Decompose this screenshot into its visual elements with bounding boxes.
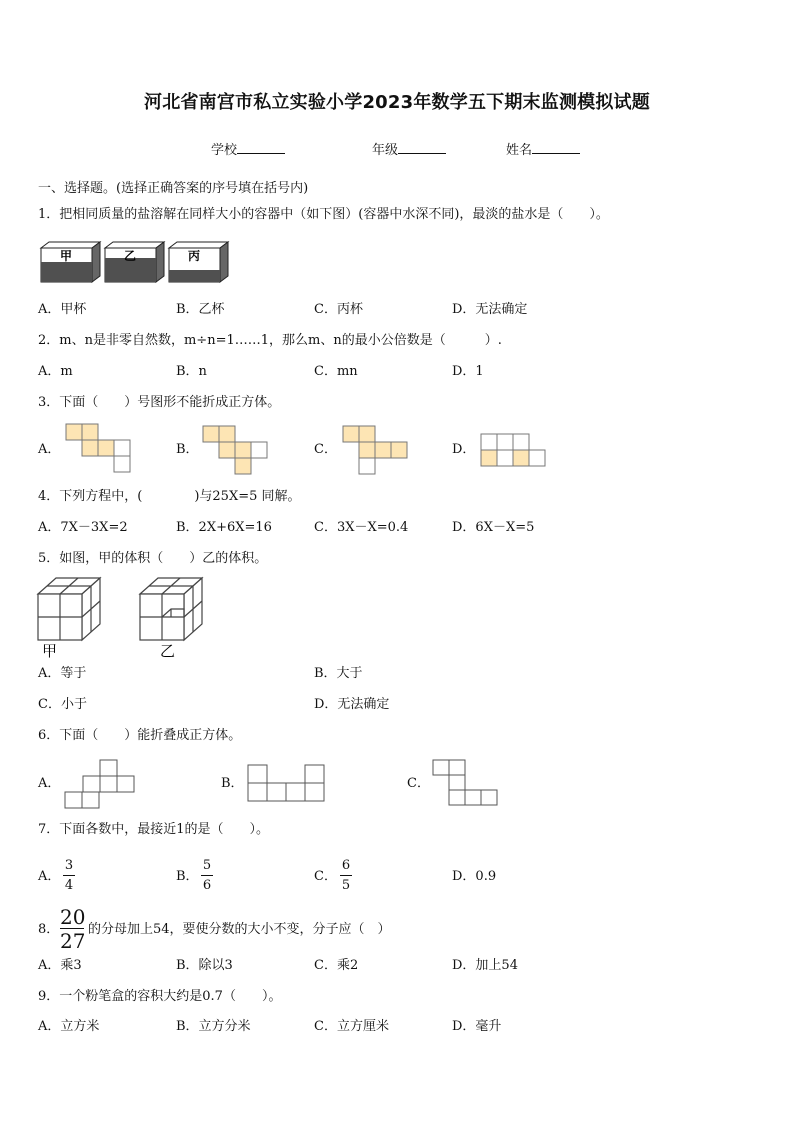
q6-net-a: [65, 760, 135, 808]
q7-option-a[interactable]: A．: [38, 869, 61, 884]
q1-cups-figure: [38, 240, 238, 288]
q8-option-a[interactable]: A．乘3: [38, 958, 82, 973]
q3-net-c: [343, 426, 407, 474]
q4-option-a[interactable]: A．7X－3X=2: [38, 520, 128, 535]
q1-option-d[interactable]: D．无法确定: [452, 302, 528, 317]
q9-option-c[interactable]: C．立方厘米: [314, 1019, 389, 1034]
name-blank[interactable]: [532, 141, 580, 154]
q7-option-b[interactable]: B．: [176, 869, 199, 884]
q6-option-a[interactable]: A．: [38, 776, 61, 791]
page-title: 河北省南宫市私立实验小学2023年数学五下期末监测模拟试题: [144, 92, 650, 113]
q7-stem: 7．下面各数中，最接近1的是（ ）。: [38, 822, 270, 837]
q2-stem: 2．m、n是非零自然数，m÷n=1……1，那么m、n的最小公倍数是（ ）.: [38, 333, 502, 348]
grade-label: 年级: [372, 143, 399, 158]
q8-option-d[interactable]: D．加上54: [452, 958, 518, 973]
q7-fraction-b: [201, 859, 213, 893]
q1-option-c[interactable]: C．丙杯: [314, 302, 363, 317]
q5-option-c[interactable]: C．小于: [38, 697, 87, 712]
fig-label-jia: 甲: [42, 642, 58, 660]
school-blank[interactable]: [237, 141, 285, 154]
cup-label-jia: 甲: [60, 249, 73, 263]
q3-option-b[interactable]: B．: [176, 442, 199, 457]
q7-fraction-a: [63, 859, 75, 893]
section-heading: 一、选择题。(选择正确答案的序号填在括号内): [38, 181, 309, 196]
q5-stem: 5．如图，甲的体积（ ）乙的体积。: [38, 551, 268, 566]
q7-fraction-b-numerator: 5: [202, 858, 212, 873]
fraction-bar: [340, 875, 352, 876]
q8-fraction-numerator: 20: [60, 905, 86, 929]
school-field: [211, 141, 285, 159]
q6-net-c: [433, 760, 497, 806]
q3-net-d: [481, 434, 545, 466]
q2-option-a[interactable]: A．m: [38, 364, 73, 379]
school-label: 学校: [211, 143, 238, 158]
q7-fraction-c: [340, 859, 352, 893]
cup-label-bing: 丙: [188, 249, 201, 263]
q4-option-c[interactable]: C．3X－X=0.4: [314, 520, 409, 535]
q6-option-b[interactable]: B．: [221, 776, 244, 791]
q8-prefix: 8．: [38, 922, 60, 937]
q3-option-d[interactable]: D．: [452, 442, 476, 457]
q3-stem: 3．下面（ ）号图形不能折成正方体。: [38, 395, 281, 410]
q1-option-a[interactable]: A．甲杯: [38, 302, 87, 317]
q7-fraction-a-denominator: 4: [64, 878, 74, 893]
q8-option-c[interactable]: C．乘2: [314, 958, 359, 973]
cup-label-yi: 乙: [124, 249, 137, 263]
fig-label-yi: 乙: [160, 642, 176, 660]
q7-fraction-c-numerator: 6: [341, 858, 351, 873]
q7-fraction-b-denominator: 6: [202, 878, 212, 893]
q2-option-d[interactable]: D．1: [452, 364, 484, 379]
q3-option-a[interactable]: A．: [38, 442, 61, 457]
q5-figure-yi: [140, 576, 206, 660]
q7-fraction-c-denominator: 5: [341, 878, 351, 893]
q7-fraction-a-numerator: 3: [64, 858, 74, 873]
q8-fraction-denominator: 27: [60, 929, 86, 953]
q5-figure-jia: [38, 576, 104, 660]
q3-net-b: [203, 426, 267, 474]
q7-option-c[interactable]: C．: [314, 869, 337, 884]
q9-stem: 9．一个粉笔盒的容积大约是0.7（ ）。: [38, 989, 282, 1004]
q3-option-c[interactable]: C．: [314, 442, 337, 457]
q4-stem: 4．下列方程中，( )与25X=5 同解。: [38, 489, 301, 504]
q2-option-b[interactable]: B．n: [176, 364, 207, 379]
q9-option-a[interactable]: A．立方米: [38, 1019, 100, 1034]
q4-option-b[interactable]: B．2X+6X=16: [176, 520, 272, 535]
name-field: [506, 141, 580, 159]
q6-stem: 6．下面（ ）能折叠成正方体。: [38, 728, 242, 743]
fraction-bar: [63, 875, 75, 876]
q5-option-a[interactable]: A．等于: [38, 666, 87, 681]
grade-field: [372, 141, 446, 159]
q1-stem: 1．把相同质量的盐溶解在同样大小的容器中（如下图）(容器中水深不同)，最淡的盐水是（ ）。: [38, 207, 609, 222]
q5-option-b[interactable]: B．大于: [314, 666, 363, 681]
q4-option-d[interactable]: D．6X－X=5: [452, 520, 535, 535]
q6-option-c[interactable]: C．: [407, 776, 430, 791]
q8-stem: 的分母加上54，要使分数的大小不变，分子应（ ）: [88, 922, 391, 937]
q6-net-b: [248, 765, 324, 801]
q2-option-c[interactable]: C．mn: [314, 364, 358, 379]
fraction-bar: [201, 875, 213, 876]
q1-option-b[interactable]: B．乙杯: [176, 302, 225, 317]
q7-option-d[interactable]: D．0.9: [452, 869, 497, 884]
q8-fraction: [60, 907, 84, 951]
grade-blank[interactable]: [398, 141, 446, 154]
q8-option-b[interactable]: B．除以3: [176, 958, 233, 973]
q5-option-d[interactable]: D．无法确定: [314, 697, 390, 712]
q9-option-d[interactable]: D．毫升: [452, 1019, 502, 1034]
q9-option-b[interactable]: B．立方分米: [176, 1019, 251, 1034]
q3-net-a: [66, 424, 130, 472]
name-label: 姓名: [506, 143, 533, 158]
